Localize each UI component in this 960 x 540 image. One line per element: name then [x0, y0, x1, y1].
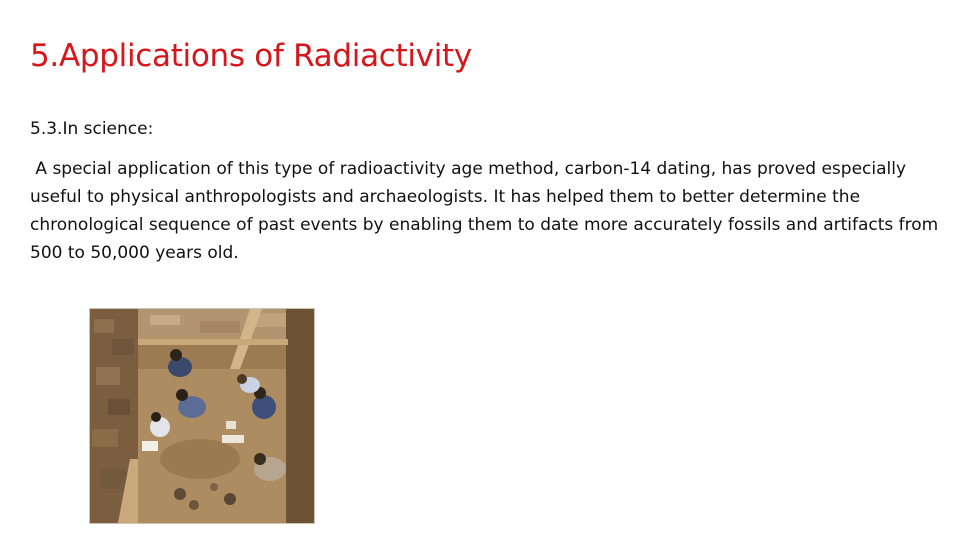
excavation-photo-illustration: [90, 309, 314, 523]
section-subheading: 5.3.In science:: [30, 119, 154, 139]
body-paragraph: A special application of this type of radioactivity age method, carbon-14 dating, has proved especially useful to physical anthropologists and archaeologists. It has helped them to better determine the chronological sequence of past events by enabling them to date more accurately fossils and artifacts from 500 to 50,000 years old.: [30, 159, 944, 263]
excavation-photo: [89, 308, 315, 524]
slide-title: 5.Applications of Radiactivity: [30, 38, 472, 74]
